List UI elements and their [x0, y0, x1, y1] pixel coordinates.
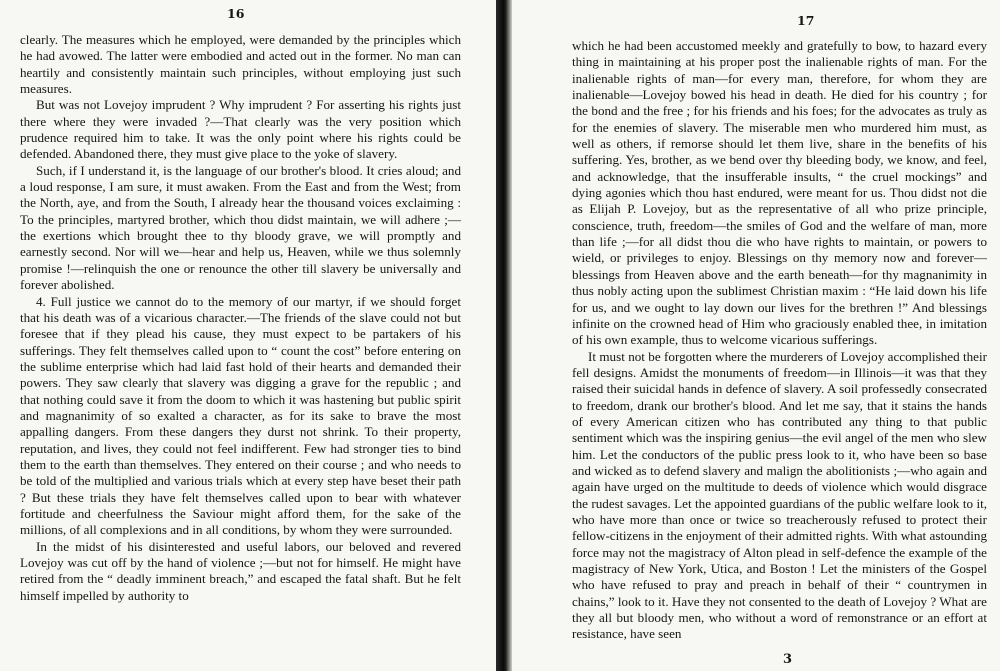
- paragraph-left-5: In the midst of his disinterested and useful labors, our beloved and revered Lovejoy was cut off by the hand of violence ;—but not for himself. He might have retired from the “ deadly imminent breach,” and escaped the fatal shaft. But he felt himself impelled by authority to: [20, 538, 461, 603]
- paragraph-left-4: 4. Full justice we cannot do to the memory of our martyr, if we should forget that his death was of a vicarious character.—The friends of the slave could not but foresee that if they plead his cause, they must expect to be partakers of his sufferings. They felt themselves called upon to “ count the cost” before entering on the sublime enterprise which had laid fast hold of their hearts and demanded their powers. They saw clearly that slavery was digging a grave for the republic ; and that nothing could save it from the doom to which it was hastening but public spirit and magnanimity of so exalted a character, as for its sake to brave the most appalling dangers. From these dangers they durst not shrink. To their property, reputation, and lives, they could not feel indifferent. Few had stronger ties to bind them to the earth than themselves. They entered on their course ; and who needs to be told of the multiplied and various trials which at every step have beset their path ? But these trials they have felt themselves called upon to bear with whatever fortitude and cheerfulness the Saviour might afford them, for the sake of the millions, of all complexions and in all conditions, by whom they were surrounded.: [20, 293, 461, 538]
- page-number-left: 16: [227, 6, 245, 21]
- right-page-text: [572, 38, 987, 643]
- left-page: [0, 0, 496, 671]
- book-gutter: [496, 0, 512, 671]
- signature-mark: 3: [783, 652, 793, 667]
- left-page-text: [20, 32, 461, 604]
- page-number-right: 17: [797, 13, 815, 28]
- paragraph-left-2: But was not Lovejoy imprudent ? Why imprudent ? For asserting his rights just there where they were invaded ?—That clearly was the very position which prudence required him to take. It was the only point where his rights could be defended. Abandoned there, they must give place to the yoke of slavery.: [20, 97, 461, 162]
- paragraph-right-2: It must not be forgotten where the murderers of Lovejoy accomplished their fell designs. Amidst the monuments of freedom—in Illinois—it was that they raised their suicidal hands in defence of slavery. A soil professedly consecrated to freedom, drank our brother's blood. And let me say, that it stains the hands of every American citizen who has contributed any thing to that public sentiment which was the inspiring genius—the evil angel of the men who slew him. Let the conductors of the public press look to it, who have been so base and wicked as to defend slavery and malign the abolitionists ;—who again and again have urged on the multitude to deeds of violence which would disgrace the rudest savages. Let the appointed guardians of the public welfare look to it, who have more than once or twice so treacherously refused to protect their fellow-citizens in the enjoyment of their admitted rights. With what astounding force may not the magistracy of Alton plead in self-defence the example of the magistracy of New York, Utica, and Boston ! Let the ministers of the Gospel who have refused to pray and preach in behalf of their “ countrymen in chains,” look to it. Have they not consented to the death of Lovejoy ? What are they all but bloody men, who without a word of remonstrance or an effort at resistance, have seen: [572, 348, 987, 642]
- paragraph-left-1: clearly. The measures which he employed, were demanded by the principles which he had avowed. The latter were embodied and acted out in the former. No man can heartily and consistently maintain such principles, without employing just such measures.: [20, 32, 461, 97]
- paragraph-left-3: Such, if I understand it, is the language of our brother's blood. It cries aloud; and a loud response, I am sure, it must awaken. From the East and from the West; from the North, aye, and from the South, I already hear the thousand voices exclaiming : To the principles, martyred brother, which thou didst maintain, we will adhere ;—the exertions which brought thee to thy bloody grave, we will promptly and earnestly second. Nor will we—hear and help us, Heaven, while we thus solemnly promise !—relinquish the one or renounce the other till slavery be universally and forever abolished.: [20, 162, 461, 293]
- right-page: [512, 0, 1000, 671]
- paragraph-right-1: which he had been accustomed meekly and gratefully to bow, to hazard every thing in maintaining at his proper post the inalienable rights of man. For the inalienable rights of man—for every man, therefore, for whom they are inalienable—Lovejoy bowed his head in death. He died for his country ; for the bond and the free ; for his friends and his foes; for the advocates as truly as for the enemies of slavery. The miserable men who murdered him must, as well as others, if remorse should let them live, share in the benefits of his suffering. Yes, brother, as we bend over thy bleeding body, we know, and feel, and acknowledge, that the insufferable insults, “ the cruel mockings” and dying agonies which thou hast endured, were meant for us. Thou didst not die as Elijah P. Lovejoy, but as the representative of all who prize principle, conscience, truth, freedom—the smiles of God and the welfare of man, more than life ;—for all didst thou die who have rights to maintain, or powers to wield, or privileges to enjoy. Blessings on thy memory now and forever—blessings from Heaven above and the earth beneath—for thy magnanimity in thus nobly acting upon the sublimest Christian maxim : “He laid down his life for us, and we ought to lay down our lives for the brethren !” And blessings infinite on the crowned head of Him who graciously enabled thee, in imitation of his own example, thus to welcome vicarious sufferings.: [572, 38, 987, 348]
